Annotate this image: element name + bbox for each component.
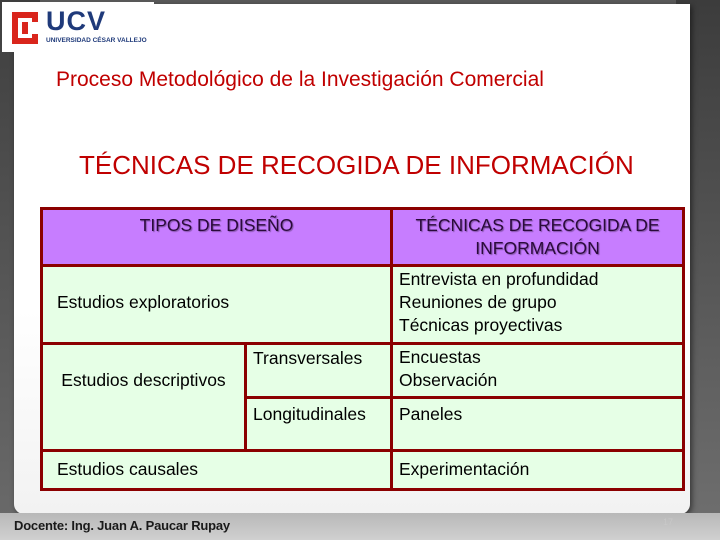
technique-item: Entrevista en profundidad bbox=[399, 269, 599, 289]
design-techniques-table bbox=[40, 207, 685, 491]
causales-label: Estudios causales bbox=[57, 459, 199, 479]
header-tipos-de-diseno bbox=[43, 210, 390, 264]
footer-author: Docente: Ing. Juan A. Paucar Rupay bbox=[14, 518, 230, 533]
slide-title: Proceso Metodológico de la Investigación Comercial bbox=[56, 68, 544, 91]
ucv-mark-icon bbox=[10, 10, 40, 46]
technique-item: Reuniones de grupo bbox=[399, 292, 557, 312]
technique-item: Técnicas proyectivas bbox=[399, 315, 563, 335]
university-logo bbox=[2, 2, 154, 52]
page-number: 17 bbox=[663, 517, 674, 527]
exploratorios-label: Estudios exploratorios bbox=[57, 292, 230, 312]
slide-subtitle: TÉCNICAS DE RECOGIDA DE INFORMACIÓN bbox=[79, 150, 634, 180]
technique-item: Encuestas bbox=[399, 347, 481, 367]
row-descriptivos-label bbox=[43, 345, 244, 449]
technique-item: Experimentación bbox=[399, 459, 530, 479]
row-exploratorios-label bbox=[43, 267, 390, 342]
logo-university-name: UNIVERSIDAD CÉSAR VALLEJO bbox=[46, 37, 147, 44]
row-causales-techniques bbox=[393, 452, 682, 488]
header-tecnicas bbox=[393, 210, 682, 264]
header-tipos-label: TIPOS DE DISEÑO bbox=[139, 215, 294, 235]
row-longitudinales-label bbox=[247, 399, 390, 449]
technique-item: Observación bbox=[399, 370, 498, 390]
row-transversales-label bbox=[247, 345, 390, 396]
header-tecnicas-label: TÉCNICAS DE RECOGIDA DE INFORMACIÓN bbox=[415, 215, 660, 258]
longitudinales-label: Longitudinales bbox=[253, 404, 366, 424]
row-causales-label bbox=[43, 452, 390, 488]
logo-brand: UCV bbox=[46, 6, 107, 36]
row-longitudinales-techniques bbox=[393, 399, 682, 449]
transversales-label: Transversales bbox=[253, 348, 363, 368]
row-transversales-techniques bbox=[393, 345, 682, 396]
descriptivos-label: Estudios descriptivos bbox=[61, 370, 226, 390]
technique-item: Paneles bbox=[399, 404, 463, 424]
row-exploratorios-techniques bbox=[393, 267, 682, 342]
